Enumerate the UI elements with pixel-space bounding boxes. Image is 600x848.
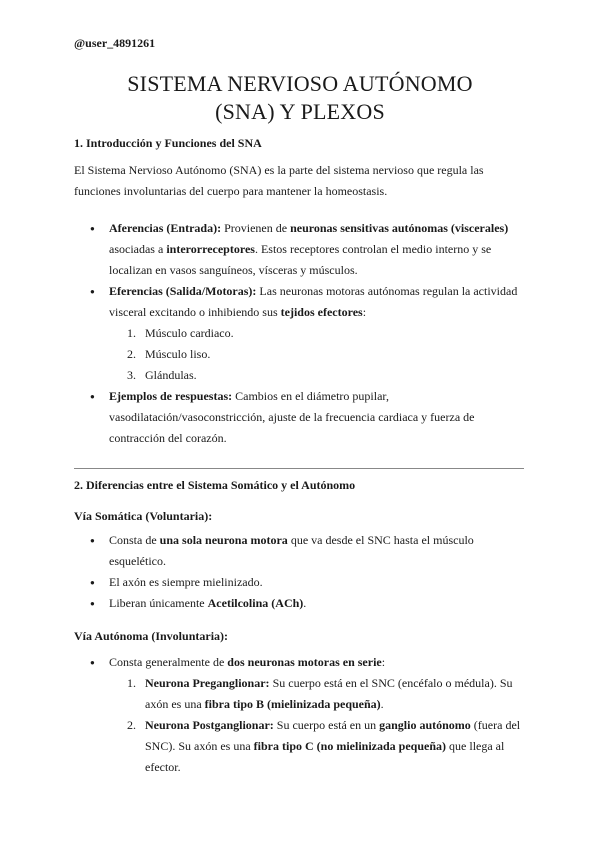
bullet-lead: Aferencias (Entrada): (109, 221, 222, 235)
section-divider (74, 468, 524, 469)
list-item-postganglionar: 2. Neurona Postganglionar: Su cuerpo está en un ganglio autónomo (fuera del SNC). Su axón es una fibra tipo C (no mielinizada pequeña) que llega al efector. (127, 718, 521, 774)
effector-list (109, 323, 524, 386)
list-item: ● El axón es siempre mielinizado. (0, 572, 524, 593)
list-item: ● Consta generalmente de dos neuronas motoras en serie: 1. Neurona Preganglionar: Su cuerpo está en el SNC (encéfalo o médula). Su axón es una fibra tipo B (mielinizada pequeña). 2. Neurona Postganglionar: Su cuerpo está en un ganglio autónomo (fuera del SNC). Su axón es una fibra tipo C (no mielinizada pequeña) que llega al efector. (0, 652, 524, 778)
autonomic-list (0, 652, 600, 778)
title-line-2: (SNA) Y PLEXOS (215, 99, 385, 124)
title-line-1: SISTEMA NERVIOSO AUTÓNOMO (127, 71, 473, 96)
neuron-list (109, 673, 524, 778)
bullet-lead: Eferencias (Salida/Motoras): (109, 284, 257, 298)
list-item-preganglionar: 1. Neurona Preganglionar: Su cuerpo está en el SNC (encéfalo o médula). Su axón es una fibra tipo B (mielinizada pequeña). (127, 676, 513, 711)
bullet-lead: Ejemplos de respuestas: (109, 389, 233, 403)
page-title (0, 70, 600, 126)
list-item: ● Consta de una sola neurona motora que va desde el SNC hasta el músculo esquelético. (0, 530, 524, 572)
list-item: 2. Músculo liso. (127, 347, 211, 361)
section-1-heading: 1. Introducción y Funciones del SNA (74, 136, 262, 150)
somatic-heading: Vía Somática (Voluntaria): (74, 509, 213, 523)
list-item: ● Liberan únicamente Acetilcolina (ACh). (0, 593, 524, 614)
section-1-list (0, 218, 600, 449)
list-item: 3. Glándulas. (127, 368, 197, 382)
autonomic-heading: Vía Autónoma (Involuntaria): (74, 629, 229, 643)
username: @user_4891261 (74, 36, 156, 50)
list-item: 1. Músculo cardiaco. (127, 326, 234, 340)
list-item-aferencias: ● Aferencias (Entrada): Provienen de neuronas sensitivas autónomas (viscerales) asociadas a interorreceptores. Estos receptores controlan el medio interno y se localizan en vasos sanguíneos, vísceras y músculos. (0, 218, 524, 281)
somatic-list (0, 530, 600, 614)
list-item-eferencias: ● Eferencias (Salida/Motoras): Las neuronas motoras autónomas regulan la actividad visceral excitando o inhibiendo sus tejidos efectores: 1. Músculo cardiaco. 2. Músculo liso. 3. Glándulas. (0, 281, 524, 386)
section-2-heading: 2. Diferencias entre el Sistema Somático y el Autónomo (74, 478, 356, 492)
list-item-ejemplos: ● Ejemplos de respuestas: Cambios en el diámetro pupilar, vasodilatación/vasoconstricción, ajuste de la frecuencia cardiaca y fuerza de contracción del corazón. (0, 386, 524, 449)
section-1-intro: El Sistema Nervioso Autónomo (SNA) es la parte del sistema nervioso que regula las funciones involuntarias del cuerpo para mantener la homeostasis. (74, 163, 484, 198)
